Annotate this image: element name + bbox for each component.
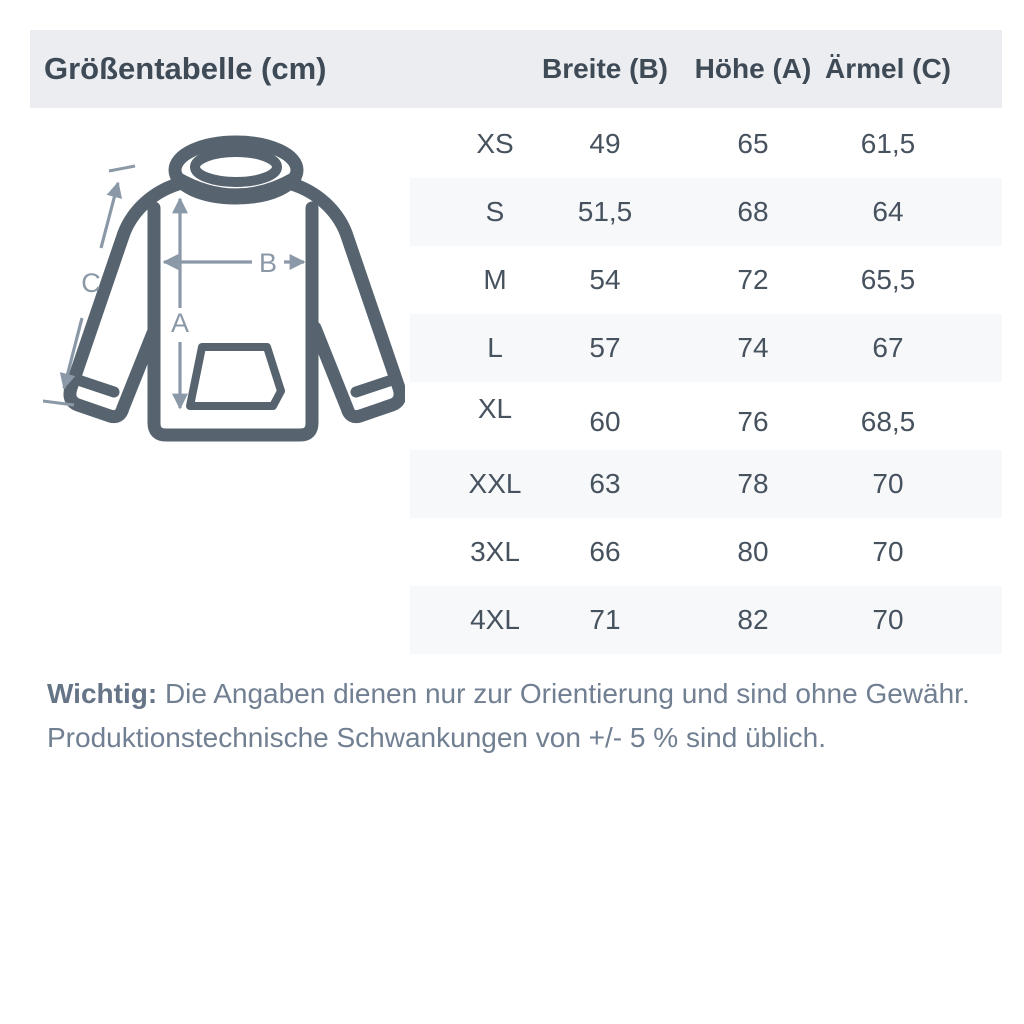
hoodie-icon xyxy=(70,142,400,435)
footer-note xyxy=(47,672,977,760)
footer-important-label: Wichtig: xyxy=(47,678,158,709)
hoehe-value: 65 xyxy=(737,128,769,159)
dimension-label-b: B xyxy=(258,248,278,278)
column-header-breite: Breite (B) xyxy=(541,53,668,84)
arrow-c-top-tick xyxy=(109,166,135,171)
table-header-bar xyxy=(30,30,1002,108)
column-header-hoehe: Höhe (A) xyxy=(694,53,812,84)
size-label: XS xyxy=(476,128,514,159)
size-label: XL xyxy=(477,393,513,424)
aermel-value: 70 xyxy=(872,536,904,567)
hoehe-value: 78 xyxy=(737,468,769,499)
table-row-xs xyxy=(410,110,1002,178)
breite-value: 54 xyxy=(589,264,621,295)
hoehe-value: 80 xyxy=(737,536,769,567)
table-row-3xl xyxy=(410,518,1002,586)
hoodie-diagram xyxy=(25,120,405,470)
breite-value: 66 xyxy=(589,536,621,567)
aermel-value: 65,5 xyxy=(860,264,916,295)
hoehe-value: 72 xyxy=(737,264,769,295)
aermel-value: 70 xyxy=(872,468,904,499)
size-label: M xyxy=(483,264,507,295)
table-row-xxl xyxy=(410,450,1002,518)
breite-value: 57 xyxy=(589,332,621,363)
footer-line-2: Produktionstechnische Schwankungen von +/- 5 % sind üblich. xyxy=(47,722,827,753)
breite-value: 60 xyxy=(589,406,621,437)
table-row-xl xyxy=(410,382,1002,450)
breite-value: 63 xyxy=(589,468,621,499)
aermel-value: 61,5 xyxy=(860,128,916,159)
footer-line-1 xyxy=(47,672,977,716)
aermel-value: 64 xyxy=(872,196,904,227)
size-label: L xyxy=(487,332,503,363)
size-label: XXL xyxy=(468,468,522,499)
dimension-label-c: C xyxy=(81,268,101,298)
size-label: 3XL xyxy=(470,536,520,567)
table-row-m xyxy=(410,246,1002,314)
table-row-l xyxy=(410,314,1002,382)
hoehe-value: 76 xyxy=(737,406,769,437)
size-label: S xyxy=(485,196,505,227)
hoehe-value: 74 xyxy=(737,332,769,363)
aermel-value: 70 xyxy=(872,604,904,635)
aermel-value: 67 xyxy=(872,332,904,363)
kangaroo-pocket xyxy=(190,347,281,406)
breite-value: 71 xyxy=(589,604,621,635)
table-row-s xyxy=(410,178,1002,246)
column-header-aermel: Ärmel (C) xyxy=(824,53,951,84)
table-row-4xl xyxy=(410,586,1002,654)
size-table xyxy=(410,110,1002,654)
breite-value: 51,5 xyxy=(577,196,633,227)
hood-opening xyxy=(195,152,277,182)
breite-value: 49 xyxy=(589,128,621,159)
footer-line-1-text: Die Angaben dienen nur zur Orientierung und sind ohne Gewähr. xyxy=(157,678,970,709)
hoehe-value: 68 xyxy=(737,196,769,227)
hoehe-value: 82 xyxy=(737,604,769,635)
aermel-value: 68,5 xyxy=(860,406,916,437)
dimension-label-a: A xyxy=(170,308,190,338)
page-title: Größentabelle (cm) xyxy=(44,51,327,86)
size-label: 4XL xyxy=(470,604,520,635)
